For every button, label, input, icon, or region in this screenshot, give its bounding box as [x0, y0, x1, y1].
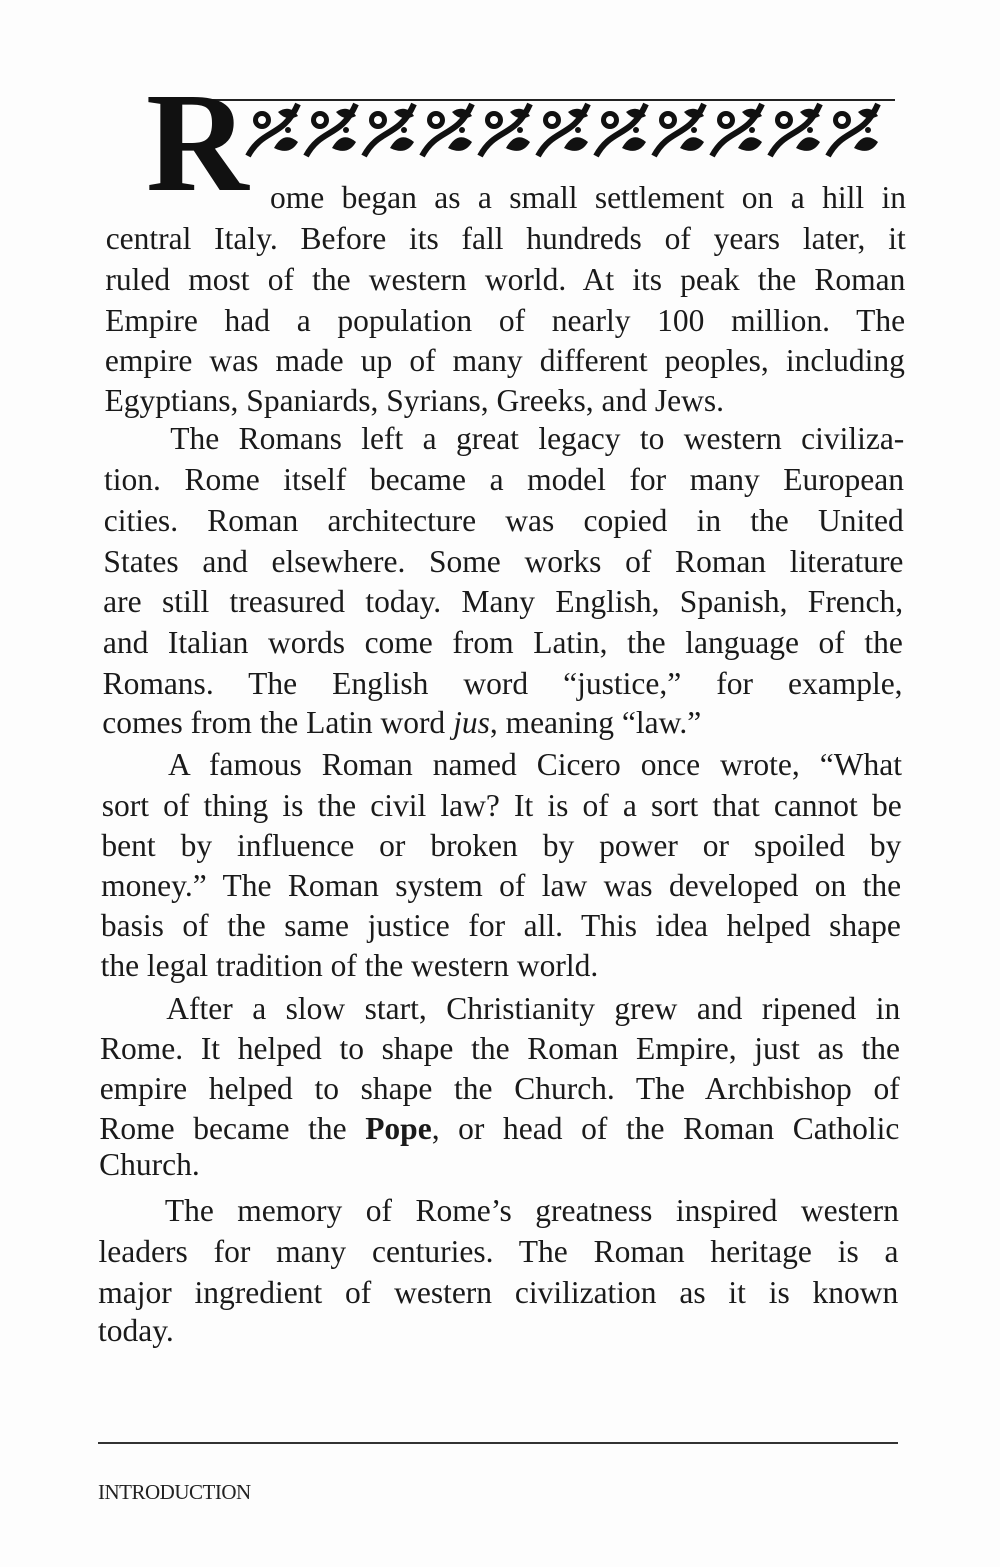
text-line [170, 419, 904, 459]
text-line [105, 341, 905, 381]
text-line [103, 623, 903, 663]
text-line [101, 946, 901, 986]
text-line [102, 703, 902, 743]
text-segment: and Italian words come from Latin, the language of the [102, 625, 903, 660]
text-segment: leaders for many centuries. The Roman heritage is a [98, 1234, 899, 1269]
drop-cap: R [146, 63, 249, 221]
text-segment: Empire had a population of nearly 100 million. The [105, 303, 906, 338]
text-segment: A famous Roman named Cicero once wrote, “What [167, 747, 902, 782]
text-segment: Rome. It helped to shape the Roman Empire, just as the [99, 1031, 900, 1066]
text-segment: Egyptians, Spaniards, Syrians, Greeks, and Jews. [104, 383, 724, 418]
text-line [105, 260, 905, 300]
text-segment: bent by influence or broken by power or spoiled by [101, 828, 902, 863]
text-segment: The Romans left a great legacy to western civiliza- [170, 421, 905, 456]
text-segment: major ingredient of western civilization as it is known [98, 1275, 899, 1310]
text-segment: comes from the Latin word [102, 705, 454, 740]
text-line [101, 826, 901, 866]
text-line [98, 1311, 898, 1351]
text-line [166, 989, 900, 1029]
text-segment: empire helped to shape the Church. The Archbishop of [99, 1071, 900, 1106]
text-segment: today. [98, 1313, 174, 1348]
text-segment: Romans. The English word “justice,” for example, [102, 666, 903, 701]
text-segment: empire was made up of many different peoples, including [104, 343, 905, 378]
text-segment: central Italy. Before its fall hundreds of years later, it [105, 221, 906, 256]
text-segment: After a slow start, Christianity grew and ripened in [166, 991, 901, 1026]
text-line [168, 745, 902, 785]
text-line [102, 786, 902, 826]
floral-vine-ornament-icon [240, 98, 895, 166]
text-segment: tion. Rome itself became a model for many European [104, 462, 904, 497]
text-segment: cities. Roman architecture was copied in the United [103, 503, 904, 538]
text-segment: States and elsewhere. Some works of Roman literature [103, 544, 904, 579]
text-line [103, 542, 903, 582]
text-segment: the legal tradition of the western world. [100, 948, 599, 983]
text-segment: basis of the same justice for all. This idea helped shape [100, 908, 901, 943]
text-segment: sort of thing is the civil law? It is of a sort that cannot be [101, 788, 902, 823]
text-segment: money.” The Roman system of law was developed on the [101, 868, 902, 903]
text-segment: The memory of Rome’s greatness inspired western [164, 1193, 899, 1228]
text-segment: are still treasured today. Many English, Spanish, French, [103, 584, 904, 619]
text-line [101, 866, 901, 906]
text-line [165, 1191, 899, 1231]
text-line [101, 906, 901, 946]
text-line [270, 178, 906, 218]
text-line [103, 582, 903, 622]
text-segment: Rome became the [99, 1111, 366, 1146]
text-line [99, 1145, 899, 1185]
text-line [99, 1232, 899, 1272]
text-segment: , meaning “law.” [489, 705, 702, 740]
text-line [106, 219, 906, 259]
text-line [105, 381, 905, 421]
text-segment: Church. [99, 1147, 200, 1182]
text-line [103, 664, 903, 704]
footer-rule [98, 1442, 898, 1444]
text-segment: ruled most of the western world. At its peak the Roman [105, 262, 906, 297]
text-segment: , or head of the Roman Catholic [431, 1111, 900, 1146]
text-line [104, 501, 904, 541]
text-line [105, 301, 905, 341]
text-segment: ome began as a small settlement on a hill in [270, 180, 906, 215]
text-line [98, 1273, 898, 1313]
running-footer: INTRODUCTION [98, 1480, 251, 1504]
text-line [100, 1069, 900, 1109]
text-line [104, 460, 904, 500]
text-line [100, 1029, 900, 1069]
italic-term: jus [453, 705, 490, 740]
bold-term: Pope [365, 1111, 432, 1146]
text-line [99, 1109, 899, 1149]
